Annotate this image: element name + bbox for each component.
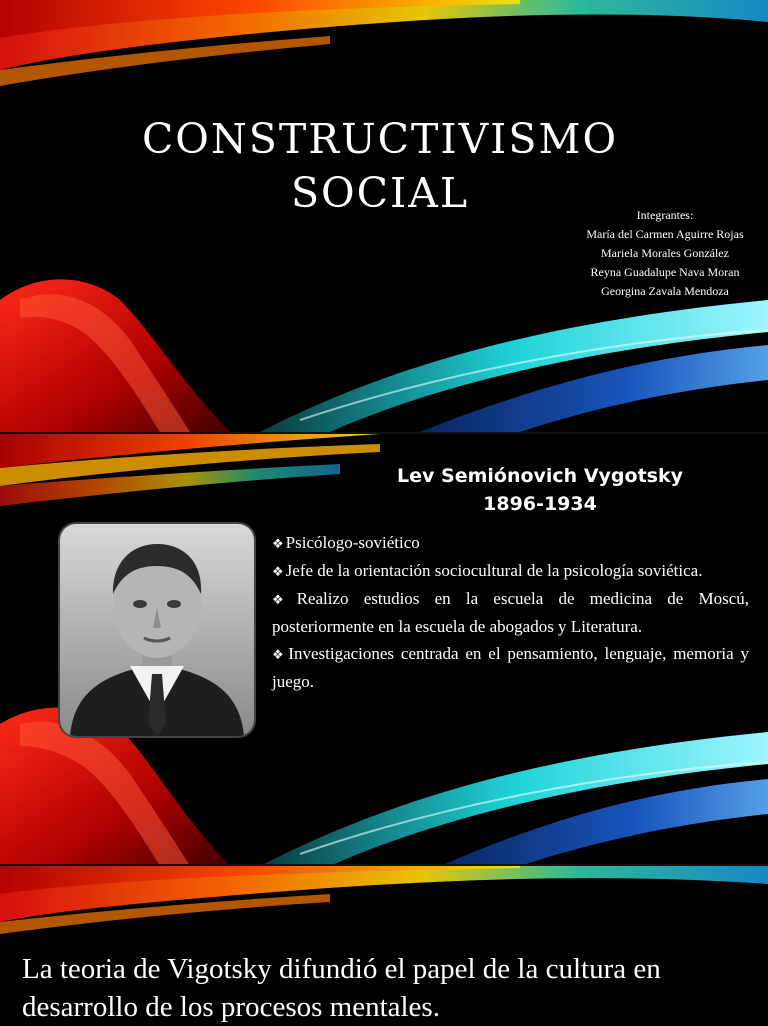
title-line-1: CONSTRUCTIVISMO bbox=[141, 115, 619, 163]
theory-statement: La teoria de Vigotsky difundió el papel de la cultura en desarrollo de los procesos mentales. bbox=[22, 953, 661, 1023]
slide-biography bbox=[0, 432, 768, 866]
portrait-illustration bbox=[60, 524, 254, 736]
slide-title bbox=[0, 0, 768, 432]
biography-heading bbox=[330, 462, 750, 518]
portrait-photo bbox=[60, 524, 254, 736]
title-line-2: SOCIAL bbox=[290, 169, 470, 217]
member-name: María del Carmen Aguirre Rojas bbox=[586, 227, 744, 241]
slide-title-heading bbox=[0, 112, 760, 220]
person-name: Lev Semiónovich Vygotsky bbox=[397, 465, 683, 487]
member-name: Georgina Zavala Mendoza bbox=[601, 284, 729, 298]
person-years: 1896-1934 bbox=[483, 493, 597, 515]
bullet-item: ❖ Jefe de la orientación sociocultural de la psicología soviética. bbox=[272, 557, 749, 585]
bullet-item: ❖ Realizo estudios en la escuela de medicina de Moscú, posteriormente en la escuela de abogados y Literatura. bbox=[272, 585, 749, 640]
slide-theory bbox=[0, 864, 768, 1026]
member-name: Mariela Morales González bbox=[601, 246, 729, 260]
members-block bbox=[560, 206, 768, 301]
bullet-item: ❖ Psicólogo-soviético bbox=[272, 529, 749, 557]
members-heading: Integrantes: bbox=[636, 208, 694, 222]
bullet-item: ❖ Investigaciones centrada en el pensamiento, lenguaje, memoria y juego. bbox=[272, 640, 749, 695]
biography-bullet-list bbox=[272, 529, 749, 695]
member-name: Reyna Guadalupe Nava Moran bbox=[590, 265, 740, 279]
